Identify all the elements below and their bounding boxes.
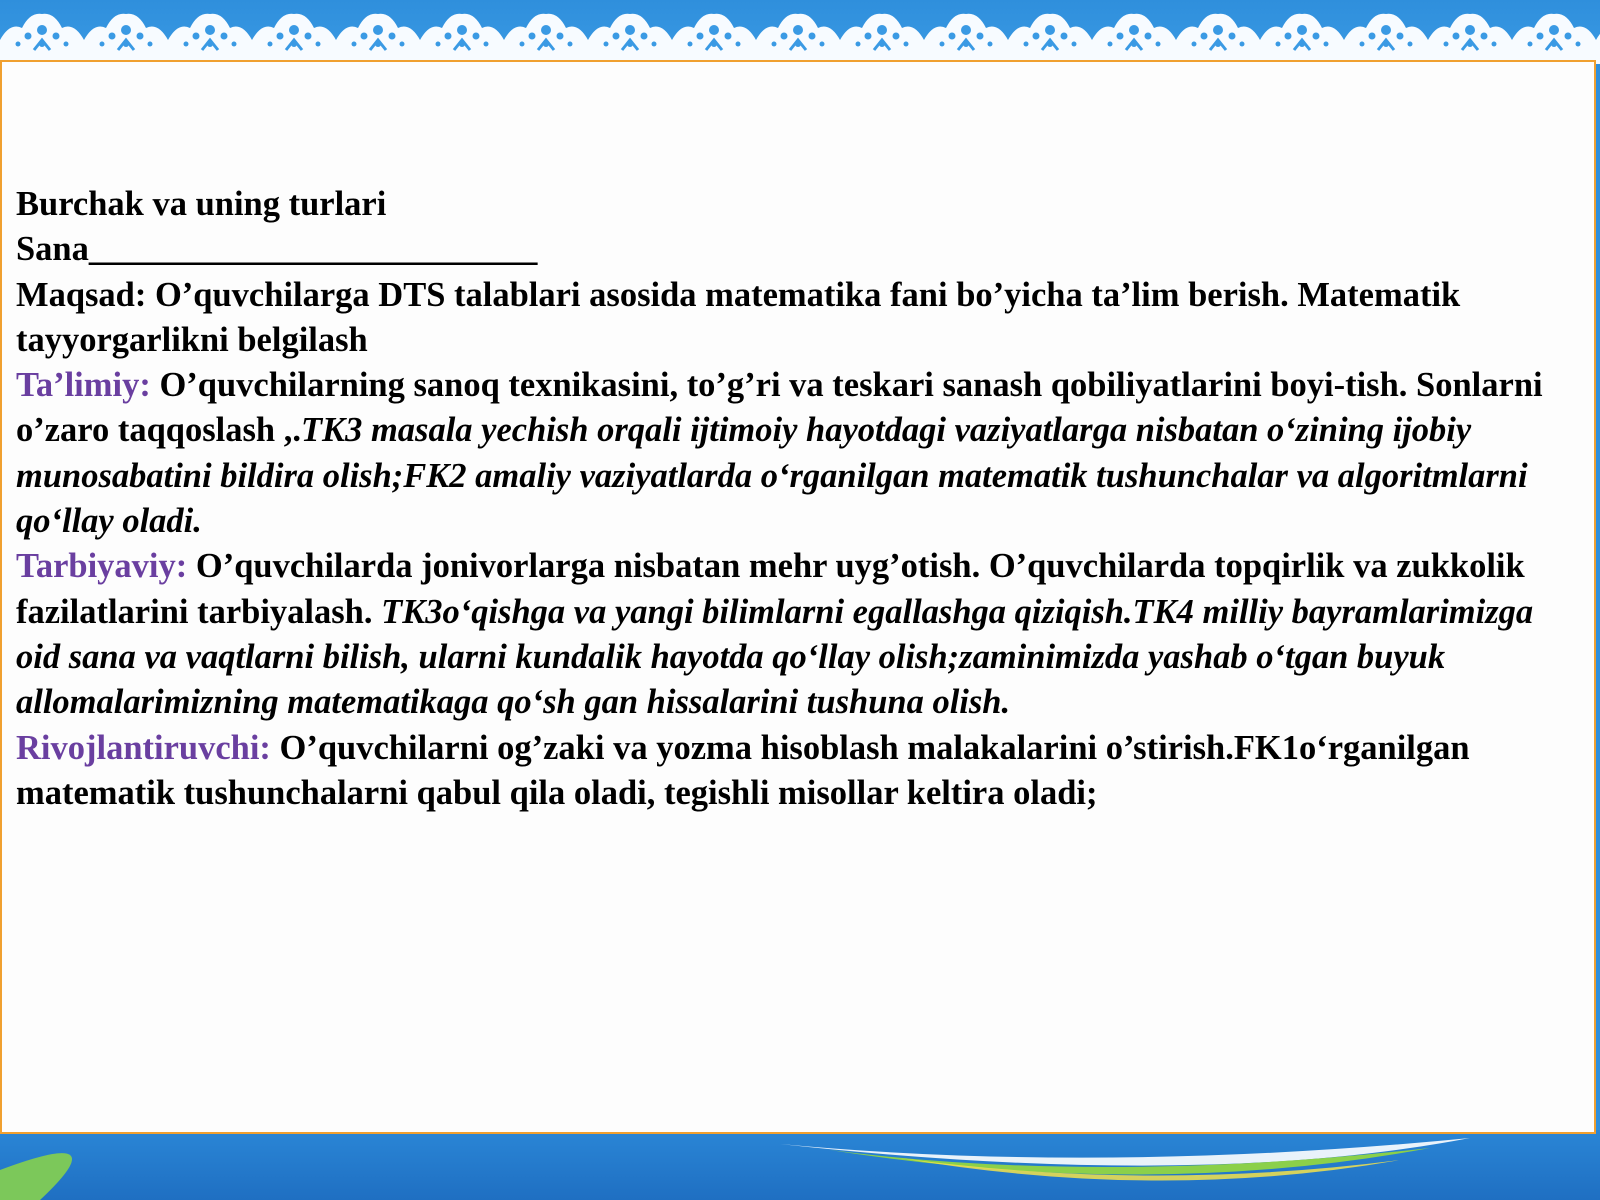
bottom-wave-band <box>0 1130 1600 1200</box>
educational-label: Ta’limiy: <box>16 366 151 405</box>
top-lace-border <box>0 0 1600 64</box>
educational-competencies: TK3 masala yechish orqali ijtimoiy hayotdagi vaziyatlarga nisbatan o‘zining ijobiy munosabatini bildira olish;FK2 amaliy vaziyatlarda o‘rganilgan matematik tushunchalar va algoritmlarni qo‘llay oladi. <box>16 411 1528 541</box>
upbringing-text: O’quvchilarda jonivorlarga nisbatan mehr uyg’otish. O’quvchilarda topqirlik va zukkolik fazilatlarini tarbiyalash. <box>16 547 1525 631</box>
lesson-plan-text <box>16 182 1576 816</box>
lesson-title: Burchak va uning turlari <box>16 185 387 223</box>
date-line: Sana__________________________ <box>16 230 538 269</box>
lace-pattern <box>0 0 1600 64</box>
developmental-paragraph <box>16 726 1576 817</box>
developmental-text: O’quvchilarni og’zaki va yozma hisoblash malakalarini o’stirish.FK1o‘rganilgan matematik tushunchalarni qabul qila oladi, tegishli misollar keltira oladi; <box>16 728 1470 812</box>
upbringing-label: Tarbiyaviy: <box>16 547 188 586</box>
upbringing-competencies: TK3o‘qishga va yangi bilimlarni egallashga qiziqish.TK4 milliy bayramlarimizga oid sana va vaqtlarni bilish, ularni kundalik hayotda qo‘llay olish;zaminimizda yashab o‘tgan buyuk allomalarimizning matematikaga qo‘sh gan hissalarini tushuna olish. <box>16 592 1534 722</box>
goal-paragraph: Maqsad: O’quvchilarga DTS talablari asosida matematika fani bo’yicha ta’lim berish. Matematik tayyorgarlikni belgilash <box>16 275 1461 359</box>
educational-paragraph <box>16 363 1576 544</box>
wave-decoration <box>0 1130 1600 1200</box>
upbringing-paragraph <box>16 544 1576 725</box>
educational-text: O’quvchilarning sanoq texnikasini, to’g’ri va teskari sanash qobiliyatlarini boyi-tish. Sonlarni o’zaro taqqoslash ,. <box>16 366 1543 450</box>
developmental-label: Rivojlantiruvchi: <box>16 728 271 767</box>
